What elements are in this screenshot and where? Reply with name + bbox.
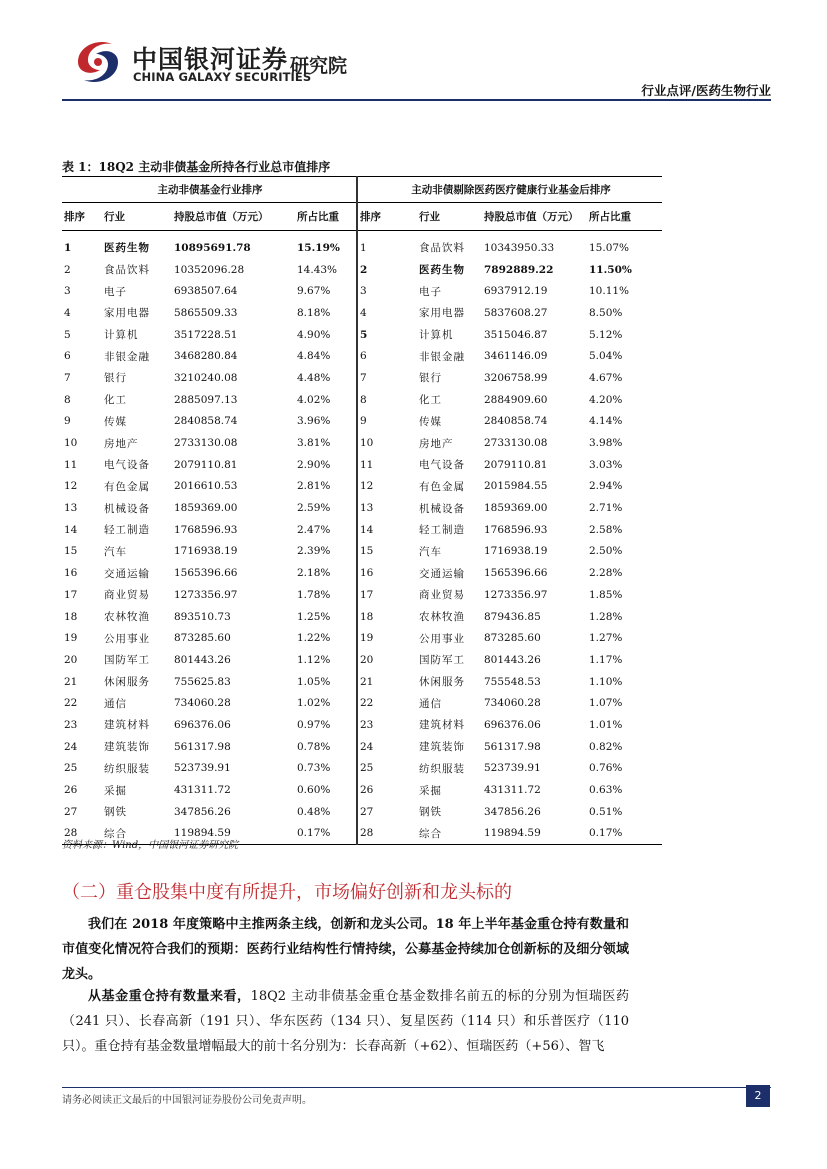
left-value-cell: 801443.26 — [174, 653, 231, 666]
left-industry-cell: 国防军工 — [104, 654, 150, 667]
left-share-cell: 2.59% — [295, 497, 357, 519]
table-row — [62, 606, 662, 628]
left-value-cell: 696376.06 — [174, 718, 231, 731]
table-row — [62, 562, 662, 584]
right-share-cell: 5.04% — [589, 350, 623, 363]
right-rank-cell: 18 — [360, 610, 374, 623]
table-row — [62, 389, 662, 411]
left-share-cell: 0.78% — [295, 736, 357, 758]
left-rank-cell: 25 — [64, 762, 78, 775]
left-value-cell: 347856.26 — [174, 805, 231, 818]
left-value-cell: 119894.59 — [172, 823, 295, 845]
right-rank-cell: 6 — [360, 350, 367, 363]
right-value-cell: 1716938.19 — [484, 545, 548, 558]
left-value-cell: 2016610.53 — [174, 480, 238, 493]
left-rank-cell: 1 — [64, 241, 72, 254]
left-share-cell: 9.67% — [295, 280, 357, 302]
col-header-industry: 行业 — [102, 203, 172, 231]
right-share-cell: 4.14% — [589, 415, 623, 428]
table-row — [62, 432, 662, 454]
right-value-cell: 873285.60 — [484, 632, 541, 645]
right-share-cell: 0.82% — [589, 740, 623, 753]
left-value-cell: 431311.72 — [174, 784, 231, 797]
left-industry-cell: 食品饮料 — [104, 264, 150, 277]
col-header-value: 持股总市值（万元） — [482, 203, 587, 231]
footer-disclaimer: 请务必阅读正文最后的中国银河证券股份公司免责声明。 — [62, 1095, 312, 1106]
right-share-cell: 11.50% — [589, 263, 632, 276]
body-paragraph-1: 我们在 2018 年度策略中主推两条主线，创新和龙头公司。18 年上半年基金重仓持有数量和市值变化情况符合我们的预期：医药行业结构性行情持续，公募基金持续加仓创新标的及细分领域龙头。 — [62, 917, 629, 982]
right-industry-cell: 家用电器 — [419, 307, 465, 320]
left-share-cell: 1.05% — [295, 671, 357, 693]
left-value-cell: 755625.83 — [174, 675, 231, 688]
right-value-cell: 879436.85 — [484, 610, 541, 623]
right-share-cell: 1.85% — [589, 588, 623, 601]
table-row — [62, 649, 662, 671]
right-industry-cell: 纺织服装 — [419, 762, 465, 775]
right-value-cell: 755548.53 — [484, 675, 541, 688]
right-value-cell: 347856.26 — [484, 805, 541, 818]
right-industry-cell: 综合 — [417, 823, 482, 845]
right-value-cell: 3461146.09 — [484, 350, 548, 363]
right-rank-cell: 10 — [360, 437, 374, 450]
right-rank-cell: 22 — [360, 697, 374, 710]
left-value-cell: 3517228.51 — [174, 328, 238, 341]
right-industry-cell: 轻工制造 — [419, 524, 465, 537]
left-rank-cell: 11 — [64, 458, 78, 471]
left-value-cell: 1768596.93 — [174, 523, 238, 536]
right-value-cell: 1768596.93 — [484, 523, 548, 536]
left-industry-cell: 汽车 — [104, 545, 127, 558]
left-rank-cell: 20 — [64, 653, 78, 666]
left-rank-cell: 5 — [64, 328, 71, 341]
right-share-cell: 1.28% — [589, 610, 623, 623]
right-industry-cell: 汽车 — [419, 545, 442, 558]
right-value-cell: 2733130.08 — [484, 437, 548, 450]
right-share-cell: 2.50% — [589, 545, 623, 558]
left-rank-cell: 15 — [64, 545, 78, 558]
right-industry-cell: 传媒 — [419, 415, 442, 428]
right-rank-cell: 16 — [360, 567, 374, 580]
left-share-cell: 2.81% — [295, 476, 357, 498]
table-row — [62, 476, 662, 498]
col-header-share: 所占比重 — [295, 203, 357, 231]
right-share-cell: 1.17% — [589, 653, 623, 666]
table-row — [62, 259, 662, 281]
col-header-value: 持股总市值（万元） — [172, 203, 295, 231]
right-value-cell: 1565396.66 — [484, 567, 548, 580]
left-rank-cell: 18 — [64, 610, 78, 623]
right-value-cell: 431311.72 — [484, 784, 541, 797]
left-rank-cell: 10 — [64, 437, 78, 450]
left-share-cell: 3.96% — [295, 411, 357, 433]
right-industry-cell: 医药生物 — [419, 264, 465, 277]
right-industry-cell: 建筑材料 — [419, 719, 465, 732]
left-industry-cell: 公用事业 — [104, 632, 150, 645]
left-rank-cell: 7 — [64, 371, 71, 384]
right-share-cell: 1.27% — [589, 632, 623, 645]
section-heading: （二）重仓股集中度有所提升，市场偏好创新和龙头标的 — [62, 882, 512, 903]
left-value-cell: 523739.91 — [174, 762, 231, 775]
right-value-cell: 1859369.00 — [484, 502, 548, 515]
left-share-cell: 0.97% — [295, 714, 357, 736]
right-industry-cell: 建筑装饰 — [419, 741, 465, 754]
left-share-cell: 4.84% — [295, 345, 357, 367]
left-value-cell: 2840858.74 — [174, 415, 238, 428]
left-industry-cell: 轻工制造 — [104, 524, 150, 537]
table-row — [62, 627, 662, 649]
right-industry-cell: 机械设备 — [419, 502, 465, 515]
left-share-cell: 4.90% — [295, 324, 357, 346]
right-share-cell: 8.50% — [589, 306, 623, 319]
left-industry-cell: 建筑材料 — [104, 719, 150, 732]
table-row — [62, 231, 662, 259]
left-value-cell: 2733130.08 — [174, 437, 238, 450]
table-row — [62, 302, 662, 324]
left-value-cell: 2079110.81 — [174, 458, 238, 471]
right-value-cell: 1273356.97 — [484, 588, 548, 601]
right-share-cell: 3.98% — [589, 437, 623, 450]
left-industry-cell: 建筑装饰 — [104, 741, 150, 754]
left-value-cell: 3468280.84 — [174, 350, 238, 363]
right-rank-cell: 17 — [360, 588, 374, 601]
right-share-cell: 1.01% — [589, 718, 623, 731]
right-share-cell: 1.07% — [589, 697, 623, 710]
table-row — [62, 758, 662, 780]
group-header-left: 主动非债基金行业排序 — [62, 177, 357, 203]
table-row — [62, 736, 662, 758]
right-share-cell: 0.51% — [589, 805, 623, 818]
right-rank-cell: 3 — [360, 285, 367, 298]
brand-name-cn: 中国银河证券 — [132, 45, 289, 74]
right-value-cell: 696376.06 — [484, 718, 541, 731]
right-industry-cell: 电气设备 — [419, 459, 465, 472]
col-header-industry: 行业 — [417, 203, 482, 231]
left-industry-cell: 医药生物 — [104, 242, 150, 255]
left-share-cell: 0.73% — [295, 758, 357, 780]
left-industry-cell: 计算机 — [104, 329, 139, 342]
right-value-cell: 3515046.87 — [484, 328, 548, 341]
table-row — [62, 454, 662, 476]
right-industry-cell: 商业贸易 — [419, 589, 465, 602]
right-industry-cell: 交通运输 — [419, 567, 465, 580]
left-share-cell: 8.18% — [295, 302, 357, 324]
right-value-cell: 6937912.19 — [484, 285, 548, 298]
right-rank-cell: 13 — [360, 502, 374, 515]
left-value-cell: 5865509.33 — [174, 306, 238, 319]
table-row — [62, 671, 662, 693]
left-rank-cell: 6 — [64, 350, 71, 363]
group-header-right: 主动非债剔除医药医疗健康行业基金后排序 — [357, 177, 662, 203]
left-share-cell: 1.22% — [295, 627, 357, 649]
left-rank-cell: 3 — [64, 285, 71, 298]
right-industry-cell: 食品饮料 — [419, 242, 465, 255]
left-rank-cell: 23 — [64, 718, 78, 731]
footer-divider — [62, 1087, 771, 1088]
right-value-cell: 2840858.74 — [484, 415, 548, 428]
left-rank-cell: 9 — [64, 415, 71, 428]
page-number: 2 — [746, 1085, 770, 1107]
left-share-cell: 2.47% — [295, 519, 357, 541]
right-share-cell: 2.71% — [589, 502, 623, 515]
right-value-cell: 801443.26 — [484, 653, 541, 666]
left-value-cell: 561317.98 — [174, 740, 231, 753]
right-value-cell: 2079110.81 — [484, 458, 548, 471]
right-share-cell: 2.94% — [589, 480, 623, 493]
table-row — [62, 411, 662, 433]
right-rank-cell: 5 — [360, 328, 368, 341]
right-industry-cell: 电子 — [419, 285, 442, 298]
left-value-cell: 734060.28 — [174, 697, 231, 710]
left-share-cell: 2.90% — [295, 454, 357, 476]
right-rank-cell: 21 — [360, 675, 374, 688]
right-rank-cell: 24 — [360, 740, 374, 753]
table-row — [62, 779, 662, 801]
left-share-cell: 0.60% — [295, 779, 357, 801]
left-value-cell: 3210240.08 — [174, 371, 238, 384]
table-row — [62, 584, 662, 606]
left-share-cell: 14.43% — [295, 259, 357, 281]
right-industry-cell: 通信 — [419, 697, 442, 710]
right-industry-cell: 钢铁 — [419, 806, 442, 819]
industry-holdings-table — [62, 176, 662, 845]
left-industry-cell: 纺织服装 — [104, 762, 150, 775]
right-value-cell: 2884909.60 — [484, 393, 548, 406]
institute-label: 研究院 — [290, 55, 348, 77]
right-rank-cell: 8 — [360, 393, 367, 406]
right-share-cell: 4.67% — [589, 371, 623, 384]
col-header-share: 所占比重 — [587, 203, 662, 231]
right-share-cell: 0.63% — [589, 784, 623, 797]
right-industry-cell: 采掘 — [419, 784, 442, 797]
right-rank-cell: 11 — [360, 458, 374, 471]
right-rank-cell: 27 — [360, 805, 374, 818]
right-rank-cell: 14 — [360, 523, 374, 536]
right-share-cell: 0.76% — [589, 762, 623, 775]
left-rank-cell: 24 — [64, 740, 78, 753]
left-industry-cell: 有色金属 — [104, 480, 150, 493]
left-value-cell: 1716938.19 — [174, 545, 238, 558]
left-share-cell: 1.25% — [295, 606, 357, 628]
left-industry-cell: 休闲服务 — [104, 676, 150, 689]
table-row — [62, 345, 662, 367]
left-value-cell: 1273356.97 — [174, 588, 238, 601]
right-share-cell: 0.17% — [587, 823, 662, 845]
left-share-cell: 4.02% — [295, 389, 357, 411]
right-rank-cell: 25 — [360, 762, 374, 775]
right-industry-cell: 有色金属 — [419, 480, 465, 493]
right-rank-cell: 7 — [360, 371, 367, 384]
left-industry-cell: 银行 — [104, 372, 127, 385]
header-divider — [62, 99, 771, 101]
right-share-cell: 1.10% — [589, 675, 623, 688]
table-row — [62, 541, 662, 563]
left-value-cell: 10895691.78 — [174, 241, 251, 254]
left-share-cell: 2.18% — [295, 562, 357, 584]
right-share-cell: 5.12% — [589, 328, 623, 341]
table-caption: 表 1：18Q2 主动非债基金所持各行业总市值排序 — [62, 160, 331, 174]
right-rank-cell: 23 — [360, 718, 374, 731]
left-rank-cell: 2 — [64, 263, 71, 276]
right-value-cell: 3206758.99 — [484, 371, 548, 384]
paragraph-text: 18Q2 主动非债基金重仓基金数排名前五的标的分别为恒瑞医药（241 只）、长春高新（191 只）、华东医药（134 只）、复星医药（114 只）和乐普医疗（110 只）。重仓持有基金数量增幅最大的前十名分别为：长春高新（+62）、恒瑞医药（+56）、智飞 — [62, 989, 629, 1054]
table-row — [62, 692, 662, 714]
left-share-cell: 0.48% — [295, 801, 357, 823]
left-rank-cell: 27 — [64, 805, 78, 818]
left-industry-cell: 农林牧渔 — [104, 611, 150, 624]
left-value-cell: 1859369.00 — [174, 502, 238, 515]
right-value-cell: 7892889.22 — [484, 263, 554, 276]
left-industry-cell: 商业贸易 — [104, 589, 150, 602]
right-industry-cell: 计算机 — [419, 329, 454, 342]
left-industry-cell: 非银金融 — [104, 350, 150, 363]
left-share-cell: 0.17% — [295, 823, 357, 845]
right-rank-cell: 2 — [360, 263, 368, 276]
left-value-cell: 2885097.13 — [174, 393, 238, 406]
right-industry-cell: 公用事业 — [419, 632, 465, 645]
right-share-cell: 4.20% — [589, 393, 623, 406]
col-header-rank: 排序 — [357, 203, 417, 231]
right-value-cell: 10343950.33 — [484, 241, 555, 254]
right-value-cell: 5837608.27 — [484, 306, 548, 319]
right-industry-cell: 银行 — [419, 372, 442, 385]
table-row — [62, 280, 662, 302]
left-value-cell: 6938507.64 — [174, 285, 238, 298]
left-industry-cell: 化工 — [104, 394, 127, 407]
right-industry-cell: 化工 — [419, 394, 442, 407]
left-share-cell: 2.39% — [295, 541, 357, 563]
left-industry-cell: 通信 — [104, 697, 127, 710]
left-rank-cell: 8 — [64, 393, 71, 406]
report-category: 行业点评/医药生物行业 — [641, 83, 771, 98]
right-industry-cell: 房地产 — [419, 437, 454, 450]
left-share-cell: 15.19% — [295, 231, 357, 259]
left-rank-cell: 17 — [64, 588, 78, 601]
right-share-cell: 3.03% — [589, 458, 623, 471]
right-rank-cell: 28 — [357, 823, 417, 845]
right-share-cell: 2.58% — [589, 523, 623, 536]
right-industry-cell: 农林牧渔 — [419, 611, 465, 624]
left-industry-cell: 电子 — [104, 285, 127, 298]
table-row — [62, 801, 662, 823]
paragraph-lead: 从基金重仓持有数量来看， — [88, 989, 251, 1004]
left-rank-cell: 21 — [64, 675, 78, 688]
right-industry-cell: 非银金融 — [419, 350, 465, 363]
left-industry-cell: 交通运输 — [104, 567, 150, 580]
table-row — [62, 519, 662, 541]
right-value-cell: 734060.28 — [484, 697, 541, 710]
body-paragraph-2 — [62, 984, 629, 1059]
right-rank-cell: 4 — [360, 306, 367, 319]
right-industry-cell: 国防军工 — [419, 654, 465, 667]
table-row — [62, 324, 662, 346]
left-value-cell: 893510.73 — [174, 610, 231, 623]
right-rank-cell: 9 — [360, 415, 367, 428]
right-rank-cell: 1 — [360, 241, 367, 254]
right-value-cell: 2015984.55 — [484, 480, 548, 493]
table-row — [62, 714, 662, 736]
left-value-cell: 873285.60 — [174, 632, 231, 645]
right-rank-cell: 20 — [360, 653, 374, 666]
left-industry-cell: 机械设备 — [104, 502, 150, 515]
left-share-cell: 3.81% — [295, 432, 357, 454]
left-share-cell: 4.48% — [295, 367, 357, 389]
left-industry-cell: 房地产 — [104, 437, 139, 450]
right-rank-cell: 19 — [360, 632, 374, 645]
left-industry-cell: 采掘 — [104, 784, 127, 797]
left-share-cell: 1.78% — [295, 584, 357, 606]
right-share-cell: 15.07% — [589, 241, 630, 254]
right-rank-cell: 26 — [360, 784, 374, 797]
right-rank-cell: 12 — [360, 480, 374, 493]
table-row — [62, 497, 662, 519]
right-share-cell: 10.11% — [589, 285, 630, 298]
left-rank-cell: 28 — [62, 823, 102, 845]
left-rank-cell: 19 — [64, 632, 78, 645]
left-rank-cell: 12 — [64, 480, 78, 493]
left-share-cell: 1.12% — [295, 649, 357, 671]
right-value-cell: 119894.59 — [482, 823, 587, 845]
left-value-cell: 1565396.66 — [174, 567, 238, 580]
right-share-cell: 2.28% — [589, 567, 623, 580]
right-rank-cell: 15 — [360, 545, 374, 558]
left-share-cell: 1.02% — [295, 692, 357, 714]
left-rank-cell: 4 — [64, 306, 71, 319]
left-rank-cell: 16 — [64, 567, 78, 580]
brand-name-en: CHINA GALAXY SECURITIES — [133, 70, 312, 84]
table-source-note: 资料来源：Wind，中国银河证券研究院 — [62, 840, 239, 851]
right-value-cell: 523739.91 — [484, 762, 541, 775]
left-industry-cell: 传媒 — [104, 415, 127, 428]
left-rank-cell: 14 — [64, 523, 78, 536]
table-row — [62, 367, 662, 389]
left-industry-cell: 电气设备 — [104, 459, 150, 472]
left-value-cell: 10352096.28 — [174, 263, 245, 276]
left-rank-cell: 13 — [64, 502, 78, 515]
left-rank-cell: 22 — [64, 697, 78, 710]
right-industry-cell: 休闲服务 — [419, 676, 465, 689]
galaxy-logo-icon — [68, 36, 128, 88]
left-industry-cell: 家用电器 — [104, 307, 150, 320]
left-industry-cell: 钢铁 — [104, 806, 127, 819]
left-rank-cell: 26 — [64, 784, 78, 797]
left-industry-cell: 综合 — [102, 823, 172, 845]
right-value-cell: 561317.98 — [484, 740, 541, 753]
col-header-rank: 排序 — [62, 203, 102, 231]
